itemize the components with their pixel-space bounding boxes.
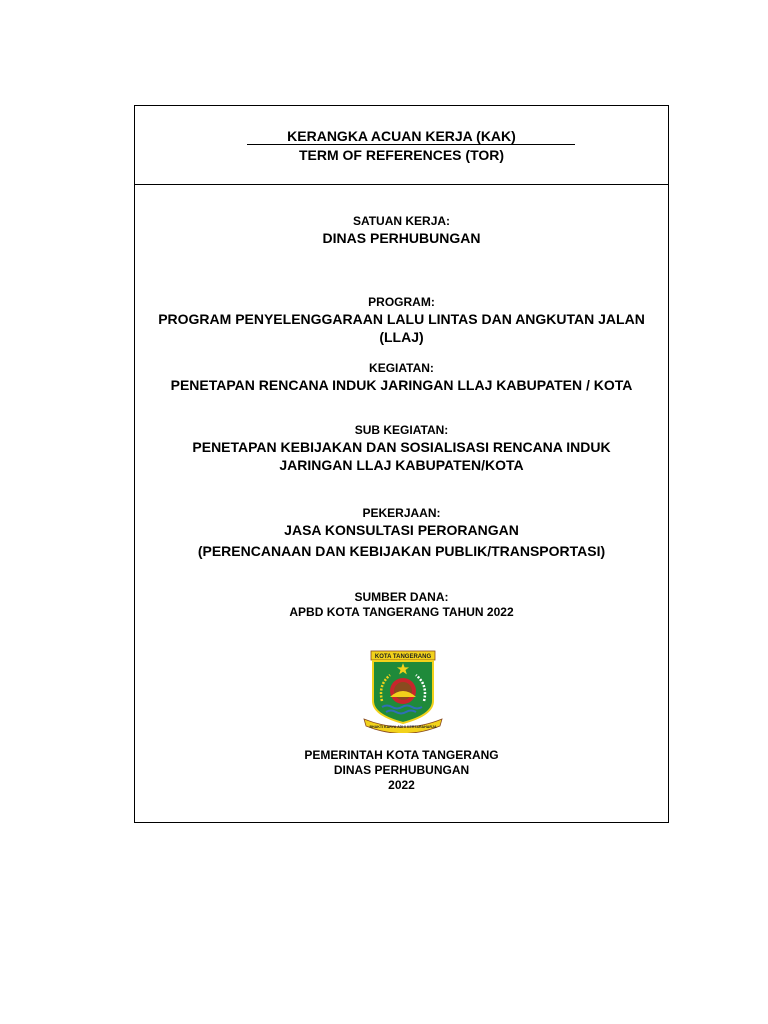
program-section (135, 295, 668, 346)
satuan-kerja-section (135, 214, 668, 247)
document-title: KERANGKA ACUAN KERJA (KAK) (287, 128, 516, 144)
kota-tangerang-emblem-icon (360, 649, 446, 733)
document-footer (135, 748, 668, 793)
pekerjaan-value-line2: (PERENCANAAN DAN KEBIJAKAN PUBLIK/TRANSPORTASI) (197, 543, 606, 559)
emblem-motto-text: BHAKTI KARYA ADHI KERTARAHARJA (369, 725, 437, 729)
footer-department: DINAS PERHUBUNGAN (333, 763, 470, 777)
sub-kegiatan-label: SUB KEGIATAN: (354, 423, 449, 437)
pekerjaan-value-line1: JASA KONSULTASI PERORANGAN (284, 522, 519, 538)
sumber-dana-label: SUMBER DANA: (354, 590, 449, 604)
document-header (135, 106, 668, 185)
satuan-kerja-label: SATUAN KERJA: (352, 214, 451, 228)
kegiatan-label: KEGIATAN: (369, 361, 434, 375)
sub-kegiatan-section (135, 423, 668, 474)
program-value-line2: (LLAJ) (379, 329, 424, 345)
sub-kegiatan-value-line1: PENETAPAN KEBIJAKAN DAN SOSIALISASI RENCANA INDUK (192, 439, 611, 455)
sumber-dana-section (135, 590, 668, 619)
footer-government: PEMERINTAH KOTA TANGERANG (304, 748, 499, 762)
title-underline (247, 144, 575, 145)
document-frame (134, 105, 669, 823)
sub-kegiatan-value-line2: JARINGAN LLAJ KABUPATEN/KOTA (279, 457, 524, 473)
emblem-top-text: KOTA TANGERANG (374, 654, 432, 660)
pekerjaan-label: PEKERJAAN: (362, 506, 441, 520)
program-value-line1: PROGRAM PENYELENGGARAAN LALU LINTAS DAN ANGKUTAN JALAN (158, 311, 645, 327)
kegiatan-section (135, 361, 668, 394)
footer-year: 2022 (388, 778, 415, 792)
pekerjaan-section (135, 506, 668, 560)
program-label: PROGRAM: (368, 295, 435, 309)
kegiatan-value: PENETAPAN RENCANA INDUK JARINGAN LLAJ KABUPATEN / KOTA (170, 377, 633, 393)
satuan-kerja-value: DINAS PERHUBUNGAN (322, 230, 481, 246)
sumber-dana-value: APBD KOTA TANGERANG TAHUN 2022 (289, 605, 514, 619)
document-subtitle: TERM OF REFERENCES (TOR) (298, 147, 505, 163)
